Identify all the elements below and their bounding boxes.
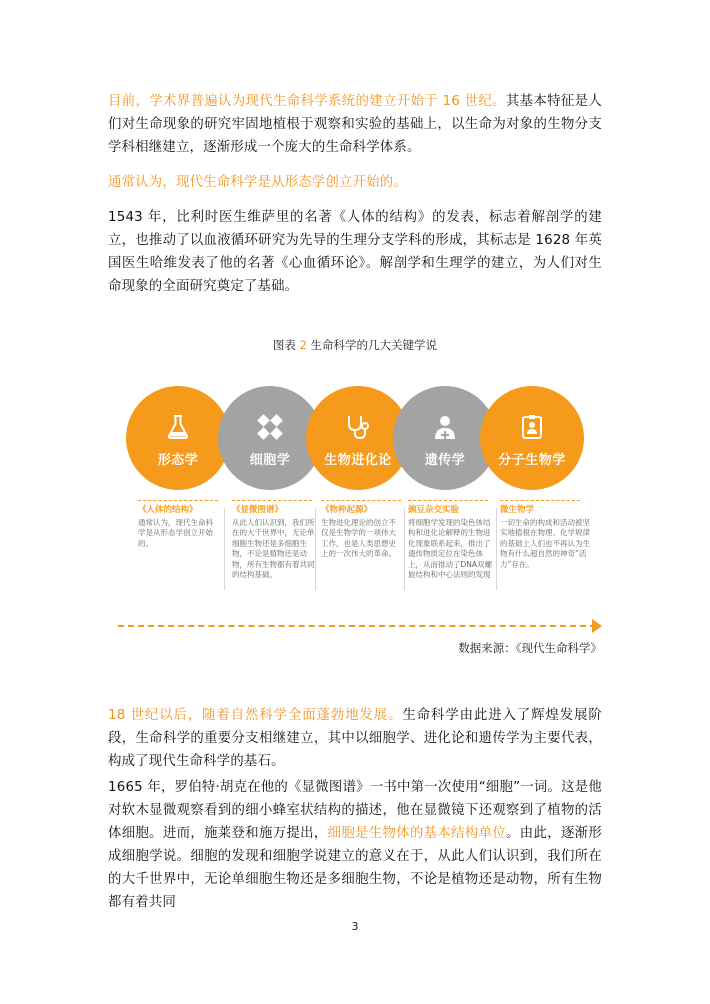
figure-caption: 图表 2 生命科学的几大关键学说 (272, 338, 438, 352)
timeline-dash (138, 500, 218, 502)
cell-theory-paragraph (108, 776, 602, 914)
intro-highlight: 目前，学术界普遍认为现代生命科学系统的建立开始于 16 世纪。 (108, 94, 506, 109)
column-title: 豌豆杂交实验 (408, 505, 460, 515)
column-morphology (138, 505, 214, 549)
doctor-icon (431, 413, 459, 441)
timeline-arrow-line (118, 625, 596, 629)
timeline-dash (500, 500, 580, 502)
figure-source: 数据来源：《现代生命科学》 (458, 641, 602, 655)
morphology-highlight: 通常认为，现代生命科学是从形态学创立开始的。 (108, 175, 407, 190)
column-text: 一切生命的构成和活动被坚实地植根在物理、化学规律的基础上人们也不再认为生物有什么超自然的神奇“活力”存在。 (500, 517, 590, 569)
cell-theory-highlight: 细胞是生物体的基本结构单位 (327, 826, 507, 841)
eighteenth-century-paragraph (108, 704, 602, 773)
cells-icon (256, 413, 284, 441)
column-title: 《物种起源》 (321, 505, 373, 515)
cell-theory-text-1: 1665 年，罗伯特·胡克在他的《显微图谱》一书中第一次使用“细胞”一词。这是他对软木显微观察看到的细小蜂室状结构的描述，他在显微镜下还观察到了植物的活体细胞。进而，施莱登和施万提出， (108, 780, 602, 841)
key-theories-figure (108, 378, 602, 638)
timeline-dash (321, 500, 401, 502)
cell-theory-text-2: 。由此，逐渐形成细胞学说。细胞的发现和细胞学说建立的意义在于，从此人们认识到，我们所在的大千世界中，无论单细胞生物还是多细胞生物，不论是植物还是动物，所有生物都有着共同 (108, 826, 602, 910)
circle-molecular (480, 386, 584, 490)
column-divider (224, 508, 225, 590)
flask-icon (164, 413, 192, 441)
column-cytology (232, 505, 316, 581)
column-divider (404, 508, 405, 590)
intro-text: 其基本特征是人们对生命现象的研究牢固地植根于观察和实验的基础上，以生命为对象的生物分支学科相继建立，逐渐形成一个庞大的生命科学体系。 (108, 94, 602, 155)
column-title: 《显微图谱》 (232, 505, 284, 515)
arrow-right-icon (592, 619, 602, 633)
circle-label: 形态学 (157, 452, 199, 468)
circle-label: 细胞学 (249, 452, 291, 468)
column-title: 微生物学 (500, 505, 535, 515)
eighteenth-century-text: 生命科学由此进入了辉煌发展阶段，生命科学的重要分支相继建立，其中以细胞学、进化论和遗传学为主要代表，构成了现代生命科学的基石。 (108, 708, 602, 769)
anatomy-paragraph: 1543 年，比利时医生维萨里的名著《人体的结构》的发表，标志着解剖学的建立，也推动了以血液循环研究为先导的生理分支学科的形成，其标志是 1628 年英国医生哈维发表了他的名著《心血循环论》。解剖学和生理学的建立，为人们对生命现象的全面研究奠定了基础。 (108, 210, 602, 294)
column-molecular (500, 505, 590, 570)
column-genetics (408, 505, 494, 581)
timeline-dash (232, 500, 312, 502)
column-divider (496, 508, 497, 590)
circle-label: 生物进化论 (324, 452, 392, 468)
circle-morphology (126, 386, 230, 490)
intro-paragraph (108, 90, 602, 159)
id-badge-icon (518, 413, 546, 441)
page-number: 3 (351, 920, 359, 933)
column-text: 将细胞学发现的染色体结构和进化论解释的生物进化现象联系起来，推出了遗传物质定位在染色体上，从而推动了DNA双螺旋结构和中心法则的发现 (408, 517, 493, 579)
column-text: 通常认为，现代生命科学是从形态学创立开始的。 (138, 517, 213, 548)
column-title: 《人体的结构》 (138, 505, 198, 515)
morphology-paragraph (108, 171, 602, 194)
column-text: 生物进化理论的创立不仅是生物学的一项伟大工作，也是人类思想史上的一次伟大的革命。 (321, 517, 396, 558)
column-text: 从此人们认识到，我们所在的大千世界中，无论单细胞生物还是多细胞生物，不论是植物还是动物，所有生物都有着共同的结构基础。 (232, 517, 315, 579)
stethoscope-icon (344, 413, 372, 441)
circle-label: 分子生物学 (498, 452, 566, 468)
timeline-dash (408, 500, 488, 502)
eighteenth-century-highlight: 18 世纪以后，随着自然科学全面蓬勃地发展。 (108, 708, 403, 723)
circle-label: 遗传学 (424, 452, 466, 468)
column-divider (315, 508, 316, 590)
column-evolution (321, 505, 401, 560)
